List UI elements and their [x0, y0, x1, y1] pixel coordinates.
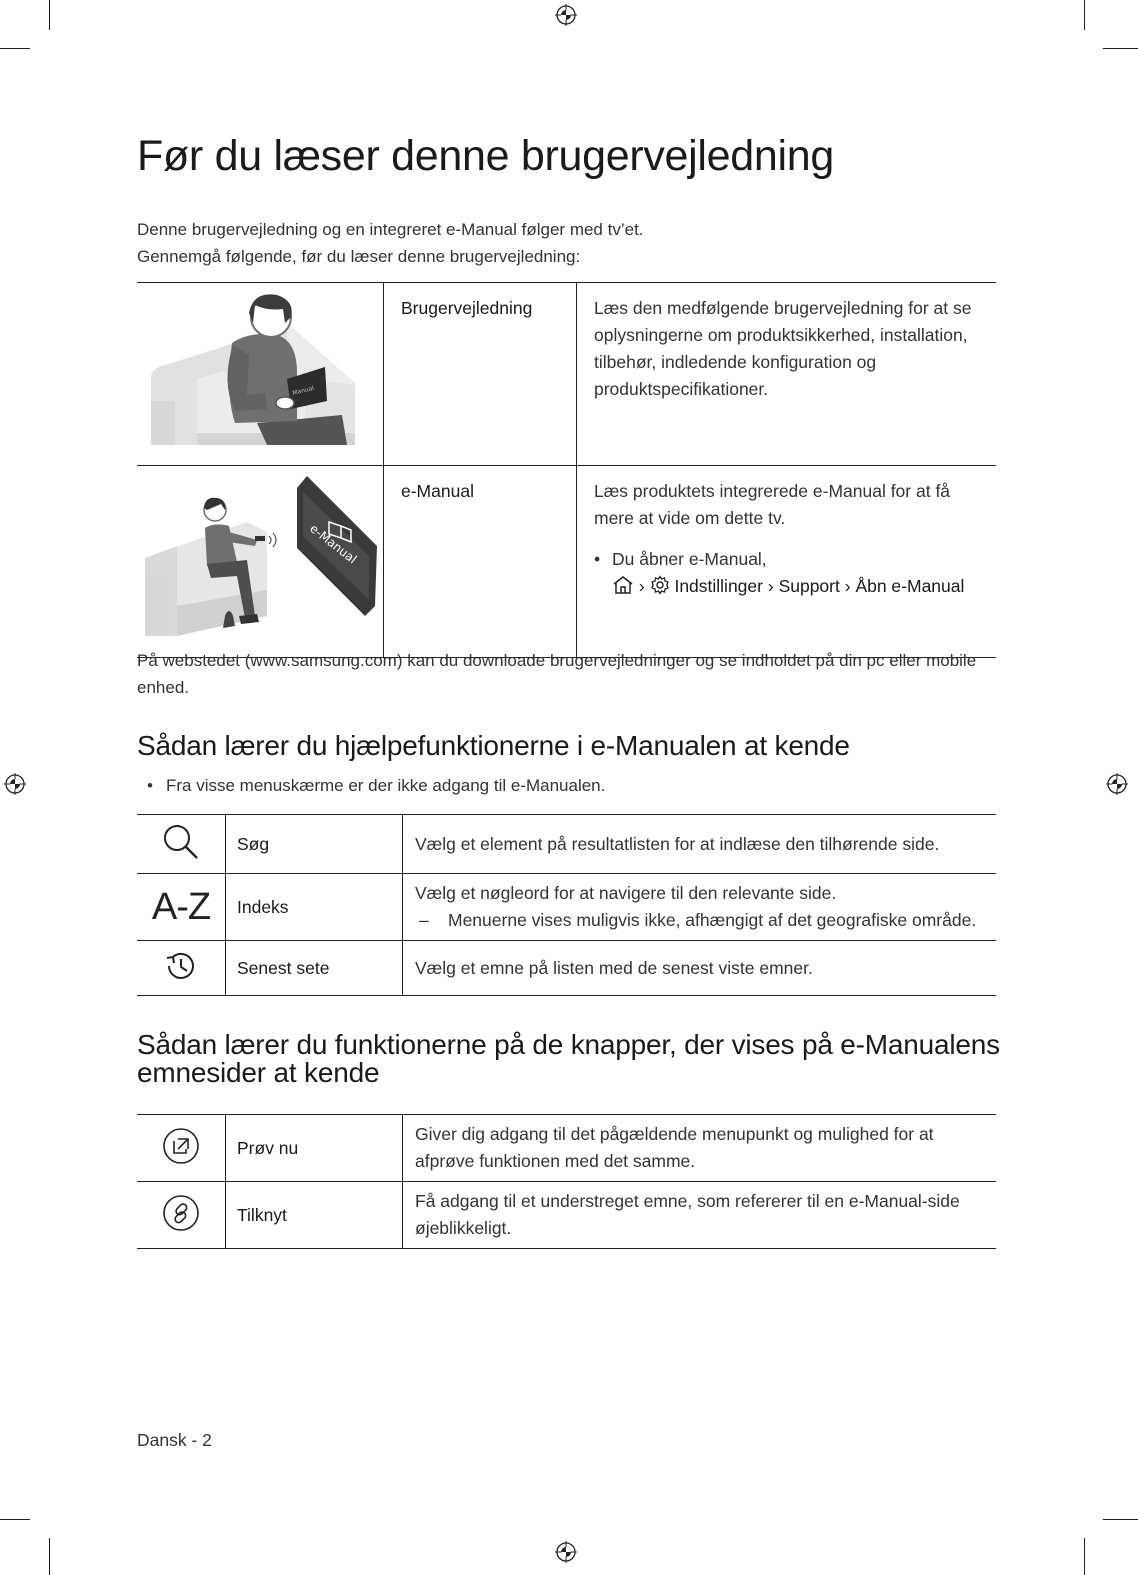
registration-mark-icon [555, 1541, 577, 1563]
chevron-right-icon: › [767, 576, 774, 596]
intro-line: Denne brugervejledning og en integreret e-Manual følger med tv’et. [137, 220, 644, 239]
button-name: Prøv nu [226, 1115, 403, 1182]
crop-mark [1084, 0, 1085, 30]
person-reading-manual-illustration [137, 283, 383, 457]
function-description: Vælg et emne på listen med de senest viste emner. [403, 941, 997, 996]
bullet-dot: • [147, 776, 153, 795]
path-settings: Indstillinger [674, 576, 763, 596]
page-footer: Dansk - 2 [137, 1430, 212, 1450]
help-functions-table [137, 814, 996, 996]
registration-mark-icon [555, 4, 577, 26]
note-text: Fra visse menuskærme er der ikke adgang til e-Manualen. [166, 776, 606, 795]
intro-line: Gennemgå følgende, før du læser denne brugervejledning: [137, 247, 581, 266]
function-name: Søg [226, 815, 403, 874]
table-row [137, 815, 996, 874]
intro-text [137, 216, 644, 270]
function-description: Vælg et element på resultatlisten for at indlæse den tilhørende side. [415, 833, 940, 854]
registration-mark-icon [4, 773, 26, 795]
crop-mark [1084, 1538, 1085, 1575]
button-description: Få adgang til et understreget emne, som refererer til en e-Manual-side øjeblikkeligt. [403, 1182, 997, 1249]
dash-marker: – [419, 910, 429, 930]
crop-mark [0, 48, 30, 49]
table-row [137, 1182, 996, 1249]
function-name: Senest sete [226, 941, 403, 996]
icon-cell [137, 815, 226, 874]
icon-cell [137, 874, 226, 941]
person-watching-tv-illustration [137, 466, 383, 649]
manuals-table [137, 282, 996, 658]
bullet-dot: • [594, 549, 601, 569]
table-row [137, 1115, 996, 1182]
tv-screen-label: e-Manual [307, 521, 360, 567]
section-heading [137, 1031, 1000, 1087]
manual-description: Læs den medfølgende brugervejledning for at se oplysningerne om produktsikkerhed, installation, tilbehør, indledende konfiguration og produktspecifikationer. [594, 298, 972, 399]
icon-cell [137, 941, 226, 996]
manual-description-cell [577, 466, 997, 658]
search-icon [161, 822, 201, 862]
function-description-cell [403, 874, 997, 941]
section-heading-line: emnesider at kende [137, 1057, 380, 1088]
button-description: Giver dig adgang til det pågældende menupunkt og mulighed for at afprøve funktionen med det samme. [415, 1124, 934, 1171]
illustration-cell [137, 466, 384, 658]
index-az-icon: A-Z [151, 885, 211, 928]
manual-book-label: Manual [291, 384, 315, 397]
note-bullet [147, 776, 605, 796]
table-row [137, 466, 996, 658]
crop-mark [49, 1538, 50, 1575]
illustration-cell [137, 283, 384, 466]
menu-path [612, 573, 964, 600]
open-emanual-bullet [594, 546, 986, 600]
crop-mark [1103, 48, 1138, 49]
table-row [137, 283, 996, 466]
bullet-intro: Du åbner e-Manual, [612, 549, 767, 569]
link-icon [162, 1194, 200, 1232]
button-name: Tilknyt [226, 1182, 403, 1249]
function-name: Indeks [226, 874, 403, 941]
crop-mark [0, 1519, 30, 1520]
topic-buttons-table [137, 1114, 996, 1249]
crop-mark [1103, 1519, 1138, 1520]
manual-name: e-Manual [384, 466, 577, 658]
subnote-text: Menuerne vises muligvis ikke, afhængigt af det geografiske område. [448, 910, 977, 930]
subnote [415, 907, 986, 934]
chevron-right-icon: › [638, 576, 645, 596]
table-row [137, 941, 996, 996]
function-description: Vælg et nøgleord for at navigere til den relevante side. [415, 883, 837, 903]
icon-cell [137, 1182, 226, 1249]
registration-mark-icon [1106, 773, 1128, 795]
manual-description: Læs produktets integrerede e-Manual for at få mere at vide om dette tv. [594, 481, 951, 528]
path-open-emanual: Åbn e-Manual [855, 576, 965, 596]
icon-cell [137, 1115, 226, 1182]
website-note: På webstedet (www.samsung.com) kan du downloade brugervejledninger og se indholdet på din pc eller mobile enhed. [137, 651, 977, 697]
table-row [137, 874, 996, 941]
crop-mark [49, 0, 50, 30]
history-icon [163, 948, 199, 984]
try-now-icon [162, 1127, 200, 1165]
manual-name: Brugervejledning [384, 283, 577, 466]
section-heading: Sådan lærer du hjælpefunktionerne i e-Manualen at kende [137, 730, 850, 761]
page-title: Før du læser denne brugervejledning [137, 132, 835, 180]
chevron-right-icon: › [844, 576, 851, 596]
section-heading-line: Sådan lærer du funktionerne på de knapper, der vises på e-Manualens [137, 1029, 1000, 1060]
gear-icon [650, 575, 670, 595]
home-icon [612, 575, 634, 595]
path-support: Support [778, 576, 840, 596]
